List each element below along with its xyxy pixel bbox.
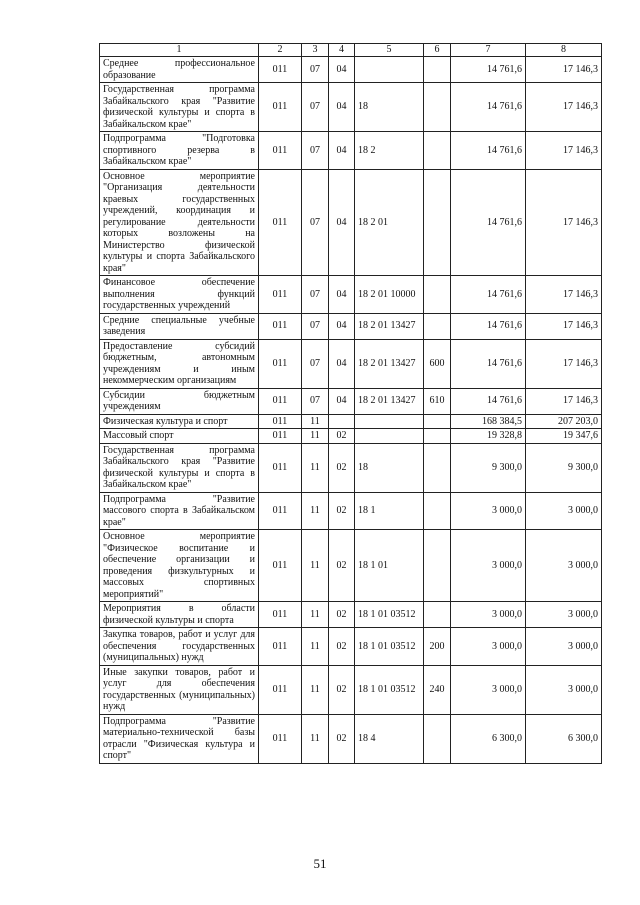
row-name-cell: Подпрограмма "Развитие материально-технической базы отрасли "Физическая культура и спорт"	[100, 714, 259, 763]
row-cell-c3: 07	[302, 83, 329, 132]
column-header: 8	[526, 44, 602, 57]
row-cell-c5: 18 2 01 10000	[355, 276, 424, 314]
row-cell-c8: 9 300,0	[526, 443, 602, 492]
row-cell-c8: 3 000,0	[526, 602, 602, 628]
row-cell-c6: 240	[424, 665, 451, 714]
row-cell-c6	[424, 443, 451, 492]
row-cell-c6	[424, 276, 451, 314]
row-name-cell: Финансовое обеспечение выполнения функций государственных учреждений	[100, 276, 259, 314]
row-name-cell: Основное мероприятие "Физическое воспитание и обеспечение организации и проведения физкультурных и массовых спортивных мероприятий"	[100, 530, 259, 602]
row-cell-c6: 610	[424, 388, 451, 414]
row-cell-c5: 18	[355, 443, 424, 492]
row-cell-c3: 07	[302, 57, 329, 83]
row-cell-c4: 04	[329, 388, 355, 414]
row-cell-c2: 011	[259, 169, 302, 276]
row-cell-c8: 17 146,3	[526, 388, 602, 414]
column-header: 6	[424, 44, 451, 57]
row-cell-c4	[329, 414, 355, 429]
row-cell-c7: 3 000,0	[451, 530, 526, 602]
table-row	[100, 313, 602, 339]
row-cell-c3: 11	[302, 429, 329, 444]
row-cell-c6	[424, 714, 451, 763]
row-cell-c7: 9 300,0	[451, 443, 526, 492]
row-cell-c7: 3 000,0	[451, 665, 526, 714]
row-name-cell: Подпрограмма "Подготовка спортивного резерва в Забайкальском крае"	[100, 132, 259, 170]
row-name-cell: Предоставление субсидий бюджетным, автономным учреждениям и иным некоммерческим организациям	[100, 339, 259, 388]
row-cell-c5	[355, 57, 424, 83]
table-row	[100, 388, 602, 414]
row-name-cell: Государственная программа Забайкальского края "Развитие физической культуры и спорта в Забайкальском крае"	[100, 83, 259, 132]
budget-table	[99, 43, 602, 764]
row-cell-c2: 011	[259, 530, 302, 602]
table-row	[100, 169, 602, 276]
row-cell-c4: 04	[329, 132, 355, 170]
row-cell-c2: 011	[259, 83, 302, 132]
row-cell-c5: 18 2	[355, 132, 424, 170]
table-row	[100, 276, 602, 314]
row-cell-c6	[424, 169, 451, 276]
row-cell-c3: 07	[302, 313, 329, 339]
row-cell-c8: 17 146,3	[526, 276, 602, 314]
row-cell-c4: 04	[329, 313, 355, 339]
row-cell-c8: 3 000,0	[526, 628, 602, 666]
row-cell-c5: 18 1 01 03512	[355, 628, 424, 666]
row-cell-c5: 18	[355, 83, 424, 132]
row-cell-c2: 011	[259, 57, 302, 83]
row-cell-c8: 3 000,0	[526, 492, 602, 530]
row-cell-c3: 07	[302, 339, 329, 388]
row-cell-c6: 600	[424, 339, 451, 388]
row-cell-c5: 18 2 01 13427	[355, 313, 424, 339]
table-row	[100, 339, 602, 388]
row-name-cell: Массовый спорт	[100, 429, 259, 444]
row-cell-c4: 02	[329, 492, 355, 530]
row-name-cell: Основное мероприятие "Организация деятельности краевых государственных учреждений, координация и регулирование деятельности которых возложены на Министерство физической культуры и спорта Забайкальского края"	[100, 169, 259, 276]
row-cell-c2: 011	[259, 492, 302, 530]
row-cell-c2: 011	[259, 714, 302, 763]
row-cell-c4: 02	[329, 628, 355, 666]
row-cell-c7: 14 761,6	[451, 388, 526, 414]
row-cell-c8: 207 203,0	[526, 414, 602, 429]
row-cell-c7: 14 761,6	[451, 313, 526, 339]
row-name-cell: Среднее профессиональное образование	[100, 57, 259, 83]
row-cell-c3: 11	[302, 492, 329, 530]
row-cell-c4: 04	[329, 276, 355, 314]
table-row	[100, 492, 602, 530]
row-cell-c3: 11	[302, 443, 329, 492]
row-cell-c8: 3 000,0	[526, 665, 602, 714]
row-cell-c2: 011	[259, 414, 302, 429]
column-header: 4	[329, 44, 355, 57]
row-cell-c2: 011	[259, 429, 302, 444]
table-row	[100, 414, 602, 429]
row-cell-c7: 14 761,6	[451, 83, 526, 132]
row-cell-c8: 17 146,3	[526, 83, 602, 132]
row-cell-c3: 07	[302, 132, 329, 170]
row-cell-c6	[424, 530, 451, 602]
row-cell-c7: 3 000,0	[451, 628, 526, 666]
row-cell-c3: 07	[302, 169, 329, 276]
column-header: 2	[259, 44, 302, 57]
row-cell-c5	[355, 414, 424, 429]
row-cell-c2: 011	[259, 388, 302, 414]
page-number: 51	[313, 856, 327, 871]
table-row	[100, 443, 602, 492]
row-cell-c2: 011	[259, 443, 302, 492]
row-cell-c5: 18 1 01 03512	[355, 665, 424, 714]
row-cell-c2: 011	[259, 313, 302, 339]
row-cell-c8: 6 300,0	[526, 714, 602, 763]
row-name-cell: Иные закупки товаров, работ и услуг для обеспечения государственных (муниципальных) нужд	[100, 665, 259, 714]
row-cell-c5: 18 4	[355, 714, 424, 763]
row-cell-c2: 011	[259, 602, 302, 628]
row-cell-c2: 011	[259, 132, 302, 170]
row-cell-c5: 18 2 01 13427	[355, 388, 424, 414]
row-name-cell: Средние специальные учебные заведения	[100, 313, 259, 339]
row-name-cell: Государственная программа Забайкальского края "Развитие физической культуры и спорта в Забайкальском крае"	[100, 443, 259, 492]
row-cell-c8: 17 146,3	[526, 339, 602, 388]
row-cell-c4: 02	[329, 714, 355, 763]
table-row	[100, 132, 602, 170]
row-cell-c4: 02	[329, 530, 355, 602]
row-cell-c7: 19 328,8	[451, 429, 526, 444]
table-row	[100, 530, 602, 602]
row-cell-c4: 02	[329, 602, 355, 628]
table-row	[100, 83, 602, 132]
row-cell-c3: 11	[302, 530, 329, 602]
column-header: 7	[451, 44, 526, 57]
row-cell-c7: 14 761,6	[451, 339, 526, 388]
row-cell-c8: 17 146,3	[526, 169, 602, 276]
row-cell-c8: 17 146,3	[526, 57, 602, 83]
row-cell-c4: 04	[329, 83, 355, 132]
row-cell-c7: 14 761,6	[451, 132, 526, 170]
row-cell-c5: 18 1 01 03512	[355, 602, 424, 628]
row-cell-c4: 02	[329, 443, 355, 492]
row-cell-c6	[424, 429, 451, 444]
row-name-cell: Мероприятия в области физической культуры и спорта	[100, 602, 259, 628]
table-row	[100, 57, 602, 83]
row-cell-c3: 07	[302, 388, 329, 414]
row-name-cell: Подпрограмма "Развитие массового спорта в Забайкальском крае"	[100, 492, 259, 530]
row-cell-c5: 18 2 01 13427	[355, 339, 424, 388]
row-cell-c3: 11	[302, 628, 329, 666]
row-cell-c4: 02	[329, 429, 355, 444]
row-cell-c5	[355, 429, 424, 444]
table-row	[100, 429, 602, 444]
column-header: 1	[100, 44, 259, 57]
column-header: 5	[355, 44, 424, 57]
row-cell-c6: 200	[424, 628, 451, 666]
row-cell-c4: 04	[329, 339, 355, 388]
row-cell-c8: 3 000,0	[526, 530, 602, 602]
row-name-cell: Закупка товаров, работ и услуг для обеспечения государственных (муниципальных) нужд	[100, 628, 259, 666]
row-name-cell: Физическая культура и спорт	[100, 414, 259, 429]
row-cell-c3: 11	[302, 602, 329, 628]
row-cell-c2: 011	[259, 276, 302, 314]
row-cell-c2: 011	[259, 628, 302, 666]
row-cell-c7: 3 000,0	[451, 602, 526, 628]
row-cell-c6	[424, 602, 451, 628]
row-cell-c5: 18 2 01	[355, 169, 424, 276]
row-cell-c6	[424, 414, 451, 429]
row-cell-c7: 3 000,0	[451, 492, 526, 530]
row-cell-c6	[424, 492, 451, 530]
row-cell-c6	[424, 57, 451, 83]
row-cell-c2: 011	[259, 339, 302, 388]
row-cell-c7: 14 761,6	[451, 57, 526, 83]
row-cell-c7: 14 761,6	[451, 276, 526, 314]
row-cell-c7: 6 300,0	[451, 714, 526, 763]
row-cell-c3: 11	[302, 665, 329, 714]
row-cell-c6	[424, 83, 451, 132]
table-row	[100, 714, 602, 763]
row-cell-c7: 168 384,5	[451, 414, 526, 429]
header-row	[100, 44, 602, 57]
row-cell-c3: 11	[302, 714, 329, 763]
row-cell-c6	[424, 313, 451, 339]
row-cell-c5: 18 1 01	[355, 530, 424, 602]
table-row	[100, 628, 602, 666]
row-cell-c2: 011	[259, 665, 302, 714]
row-cell-c3: 07	[302, 276, 329, 314]
row-cell-c5: 18 1	[355, 492, 424, 530]
table-row	[100, 665, 602, 714]
row-cell-c3: 11	[302, 414, 329, 429]
row-cell-c8: 17 146,3	[526, 313, 602, 339]
row-cell-c8: 19 347,6	[526, 429, 602, 444]
row-cell-c4: 04	[329, 169, 355, 276]
row-cell-c8: 17 146,3	[526, 132, 602, 170]
table-row	[100, 602, 602, 628]
row-cell-c4: 02	[329, 665, 355, 714]
column-header: 3	[302, 44, 329, 57]
row-cell-c6	[424, 132, 451, 170]
row-name-cell: Субсидии бюджетным учреждениям	[100, 388, 259, 414]
row-cell-c7: 14 761,6	[451, 169, 526, 276]
row-cell-c4: 04	[329, 57, 355, 83]
